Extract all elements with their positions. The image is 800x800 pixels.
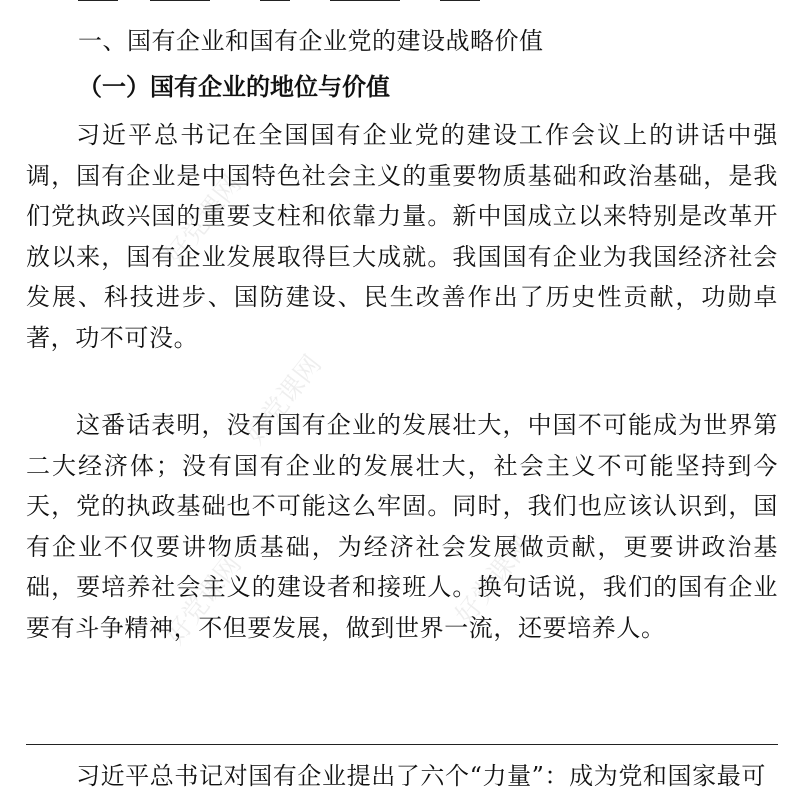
body-paragraph-2: 这番话表明，没有国有企业的发展壮大，中国不可能成为世界第二大经济体；没有国有企业的发展壮大，社会主义不可能坚持到今天，党的执政基础也不可能这么牢固。同时，我们也应该认识到，国有企业不仅要讲物质基础，为经济社会发展做贡献，更要讲政治基础，要培养社会主义的建设者和接班人。换句话说，我们的国有企业要有斗争精神，不但要发展，做到世界一流，还要培养人。 [26, 411, 778, 642]
subsection-heading: （一）国有企业的地位与价值 [78, 72, 390, 101]
body-paragraph-1: 习近平总书记在全国国有企业党的建设工作会议上的讲话中强调，国有企业是中国特色社会主义的重要物质基础和政治基础，是我们党执政兴国的重要支柱和依靠力量。新中国成立以来特别是改革开放以来，国有企业发展取得巨大成就。我国国有企业为我国经济社会发展、科技进步、国防建设、民生改善作出了历史性贡献，功勋卓著，功不可没。 [26, 121, 778, 352]
watermark-text: 好党课网 [240, 349, 328, 451]
cropped-previous-line [0, 0, 800, 4]
body-paragraph-3: 习近平总书记对国有企业提出了六个“力量”：成为党和国家最可 [76, 762, 766, 790]
watermark-text: 好党课网 [160, 549, 248, 651]
watermark-text: 好党课网 [450, 529, 538, 631]
section-divider [26, 744, 778, 745]
section-heading: 一、国有企业和国有企业党的建设战略价值 [78, 27, 544, 55]
watermark-text: 好党课网 [160, 169, 248, 271]
